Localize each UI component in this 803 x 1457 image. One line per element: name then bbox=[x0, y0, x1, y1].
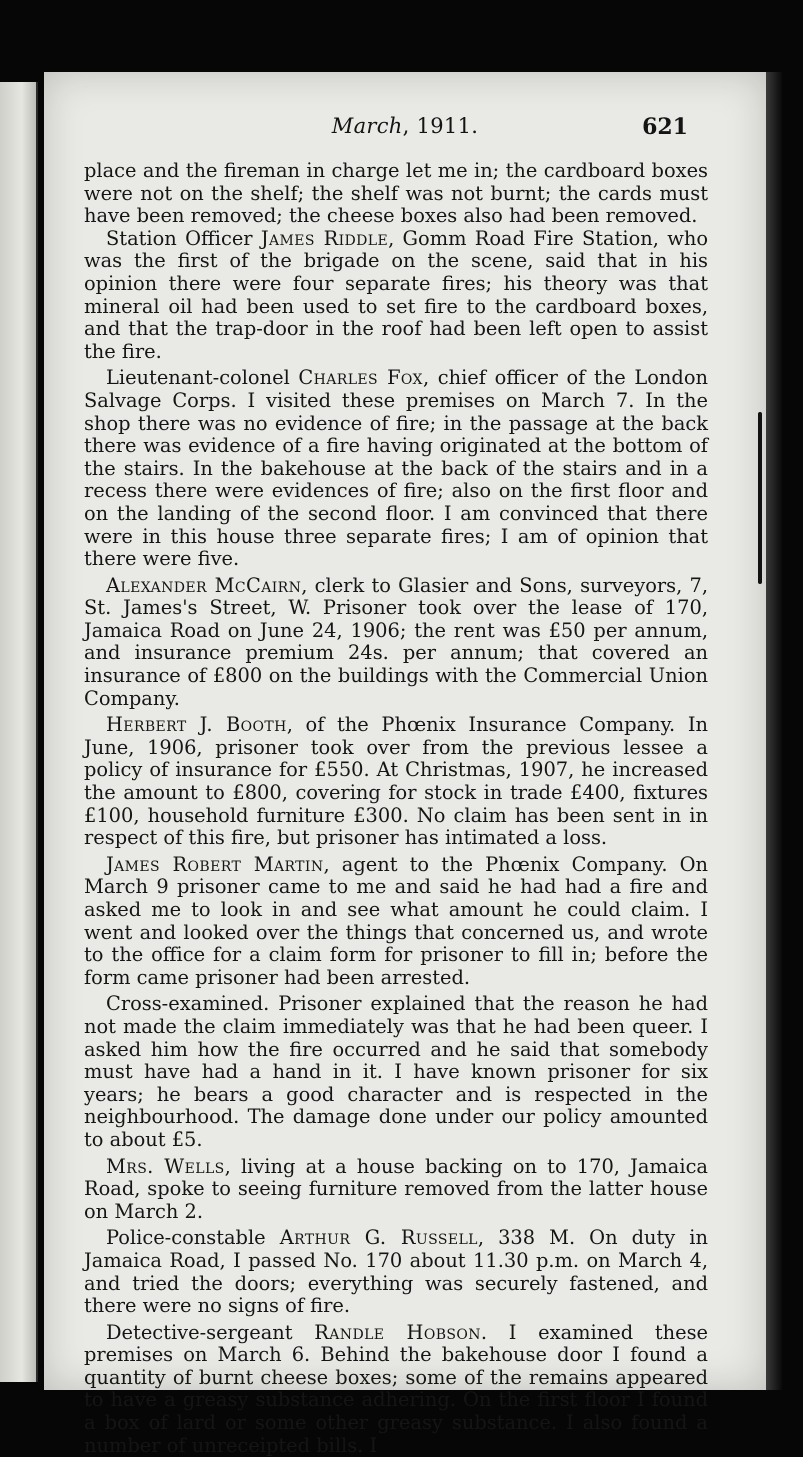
paragraph-lead: Detective-sergeant bbox=[106, 1320, 315, 1344]
paragraph-text: , agent to the Phœnix Company. On March 9 prisoner came to me and said he had had a fire and asked me to look in and see what amount he could claim. I went and looked over the things that concerned us, and wrote to the office for a claim form for prisoner to fill in; before the form came prisoner had been arrested. bbox=[84, 852, 708, 989]
page-number: 621 bbox=[642, 114, 688, 140]
paragraph-witness-russell bbox=[84, 1227, 708, 1317]
paragraph-witness-fox bbox=[84, 367, 708, 570]
paragraph-witness-mccairn bbox=[84, 575, 708, 711]
witness-name: Charles Fox bbox=[298, 366, 423, 390]
paragraph-text: , clerk to Glasier and Sons, surveyors, 7, St. James's Street, W. Prisoner took over the lease of 170, Jamaica Road on June 24, 1906; the rent was £50 per annum, and insurance premium 24s. per annum; that covered an insurance of £800 on the buildings with the Commercial Union Company. bbox=[84, 573, 709, 710]
paragraph-lead: Lieutenant-colonel bbox=[106, 366, 299, 390]
paragraph-cross-examined bbox=[84, 993, 708, 1151]
paragraph-text: Prisoner explained that the reason he had not made the claim immediately was that he had been queer. I asked him how the fire occurred and he said that somebody must have had a hand in it. I have known prisoner for six years; he bears a good character and is respected in the neighbourhood. The damage done under our policy amounted to about £5. bbox=[84, 992, 709, 1151]
paragraph-witness-riddle bbox=[84, 228, 708, 364]
paragraph-witness-hobson bbox=[84, 1322, 708, 1457]
paragraph-text: , 338 M. On duty in Jamaica Road, I passed No. 170 about 11.30 p.m. on March 4, and tried the doors; everything was securely fastened, and there were no signs of fire. bbox=[84, 1226, 708, 1318]
paragraph-text: , living at a house backing on to 170, Jamaica Road, spoke to seeing furniture removed from the latter house on March 2. bbox=[84, 1154, 708, 1223]
running-head-month: March bbox=[331, 114, 403, 138]
witness-name: James Riddle bbox=[260, 226, 389, 250]
paragraph-witness-wells bbox=[84, 1156, 708, 1224]
paragraph-text: . I examined these premises on March 6. Behind the bakehouse door I found a quantity of burnt cheese boxes; some of the remains appeared to have a greasy substance adhering. On the first floor I found a box of lard or some other greasy substance. I also found a number of unreceipted bills. I bbox=[84, 1320, 709, 1457]
witness-name: Herbert J. Booth bbox=[106, 713, 287, 737]
body-text bbox=[84, 160, 708, 1457]
witness-name: Randle Hobson bbox=[314, 1320, 481, 1344]
paragraph-lead: Cross-examined. bbox=[106, 992, 279, 1016]
page-gutter-shadow bbox=[766, 72, 782, 1390]
page-header bbox=[44, 114, 766, 144]
witness-name: James Robert Martin bbox=[106, 852, 324, 876]
paragraph-text: place and the fireman in charge let me in; the cardboard boxes were not on the shelf; the shelf was not burnt; the cards must have been removed; the cheese boxes also had been removed. bbox=[84, 159, 708, 228]
paragraph-continuation bbox=[84, 160, 708, 228]
paragraph-lead: Station Officer bbox=[106, 226, 261, 250]
previous-page-edge bbox=[0, 82, 38, 1382]
paragraph-witness-booth bbox=[84, 714, 708, 850]
witness-name: Mrs. Wells bbox=[106, 1154, 225, 1178]
witness-name: Alexander McCairn bbox=[106, 573, 302, 597]
paragraph-lead: Police-constable bbox=[106, 1226, 280, 1250]
paragraph-text: , Gomm Road Fire Station, who was the first of the brigade on the scene, said that in his opinion there were four separate fires; his theory was that mineral oil had been used to set fire to the cardboard boxes, and that the trap-door in the roof had been left open to assist the fire. bbox=[84, 226, 708, 363]
margin-marker-bar bbox=[758, 412, 762, 584]
paragraph-text: , chief officer of the London Salvage Corps. I visited these premises on March 7. In the shop there was no evidence of fire; in the passage at the back there was evidence of a fire having originated at the bottom of the stairs. In the bakehouse at the back of the stairs and in a recess there were evidences of fire; also on the first floor and on the landing of the second floor. I am convinced that there were in this house three separate fires; I am of opinion that there were five. bbox=[84, 366, 708, 571]
running-head-year: , 1911. bbox=[402, 114, 479, 138]
paragraph-witness-martin bbox=[84, 854, 708, 990]
paragraph-text: , of the Phœnix Insurance Company. In June, 1906, prisoner took over from the previous lessee a policy of insurance for £550. At Christmas, 1907, he increased the amount to £800, covering for stock in trade £400, fixtures £100, household furniture £300. No claim has been sent in in respect of this fire, but prisoner has intimated a loss. bbox=[84, 713, 708, 850]
witness-name: Arthur G. Russell bbox=[279, 1226, 478, 1250]
book-page bbox=[44, 72, 766, 1457]
